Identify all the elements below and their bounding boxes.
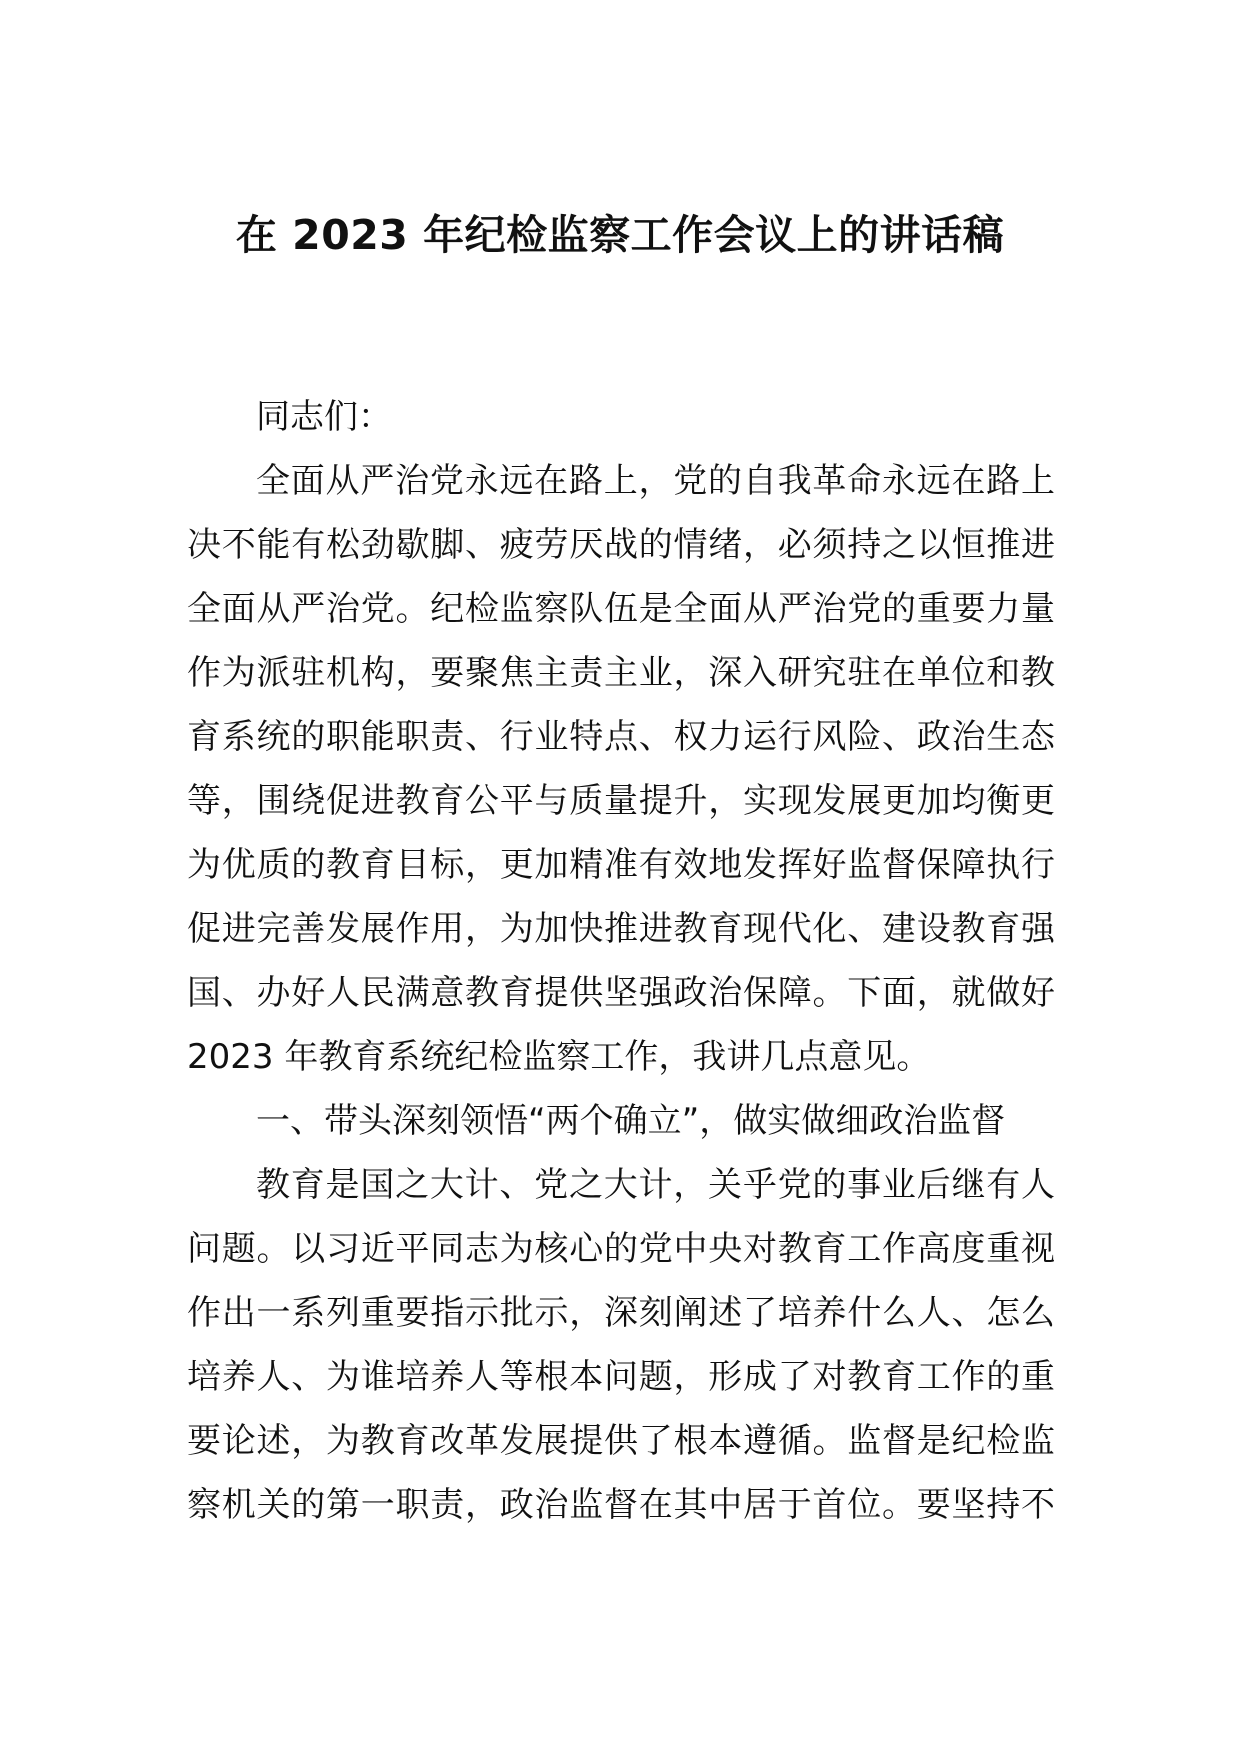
text-line: 问题。以习近平同志为核心的党中央对教育工作高度重视 [187,1229,1055,1269]
text-line: 要论述，为教育改革发展提供了根本遵循。监督是纪检监 [187,1421,1055,1461]
text-line: 察机关的第一职责，政治监督在其中居于首位。要坚持不 [187,1485,1055,1525]
text-line: 教育是国之大计、党之大计，关乎党的事业后继有人 [256,1165,1055,1205]
text-line: 作为派驻机构，要聚焦主责主业，深入研究驻在单位和教 [187,653,1055,693]
text-line: 等，围绕促进教育公平与质量提升，实现发展更加均衡更 [187,781,1055,821]
document-title: 在 2023 年纪检监察工作会议上的讲话稿 [235,211,1005,259]
text-line: 2023 年教育系统纪检监察工作，我讲几点意见。 [187,1037,931,1077]
text-line: 培养人、为谁培养人等根本问题，形成了对教育工作的重 [187,1357,1055,1397]
text-line: 全面从严治党永远在路上，党的自我革命永远在路上 [256,461,1055,501]
text-line: 为优质的教育目标，更加精准有效地发挥好监督保障执行 [187,845,1055,885]
section-heading: 一、带头深刻领悟“两个确立”，做实做细政治监督 [256,1101,1006,1141]
text-line: 全面从严治党。纪检监察队伍是全面从严治党的重要力量 [187,589,1055,629]
text-line: 决不能有松劲歇脚、疲劳厌战的情绪，必须持之以恒推进 [187,525,1055,565]
text-line: 同志们： [256,397,392,437]
text-line: 国、办好人民满意教育提供坚强政治保障。下面，就做好 [187,973,1055,1013]
text-line: 育系统的职能职责、行业特点、权力运行风险、政治生态 [187,717,1055,757]
text-line: 促进完善发展作用，为加快推进教育现代化、建设教育强 [187,909,1055,949]
document-body [187,385,1055,1537]
text-line: 作出一系列重要指示批示，深刻阐述了培养什么人、怎么 [187,1293,1055,1333]
